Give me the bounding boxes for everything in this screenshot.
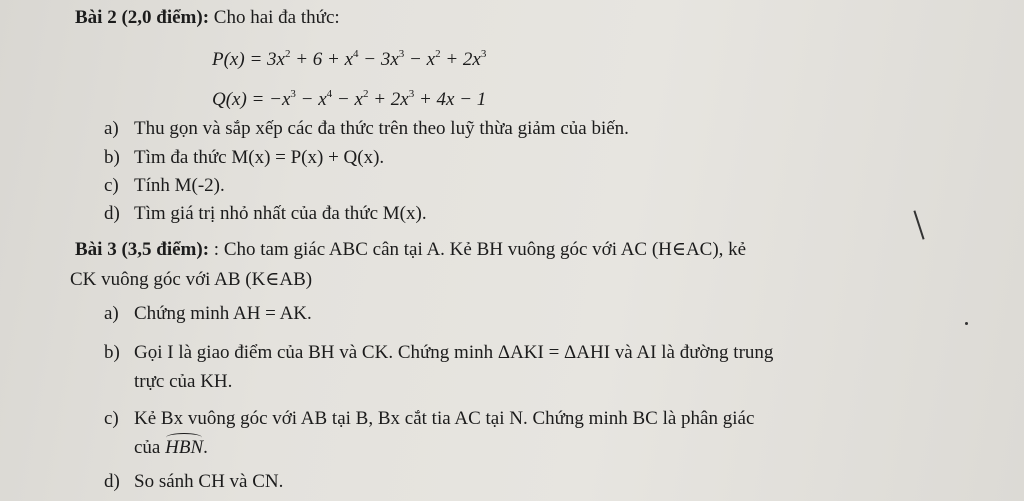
bai3-item-b bbox=[104, 341, 773, 365]
bai3-item-a-text: Chứng minh AH = AK. bbox=[134, 303, 312, 324]
bai2-item-a-text: Thu gọn và sắp xếp các đa thức trên theo luỹ thừa giảm của biến. bbox=[134, 118, 629, 139]
bai3-item-c-line2 bbox=[134, 436, 208, 460]
bai3-item-b-label: b) bbox=[104, 342, 120, 363]
polynomial-q-name: Q(x) = bbox=[212, 89, 270, 110]
bai3-item-d-label: d) bbox=[104, 471, 120, 492]
bai2-item-d-text: Tìm giá trị nhỏ nhất của đa thức M(x). bbox=[134, 203, 427, 224]
bai3-heading: Bài 3 (3,5 điểm): bbox=[75, 239, 210, 260]
bai2-item-c-label: c) bbox=[104, 175, 119, 196]
bai3-item-c-suffix: . bbox=[203, 437, 208, 458]
bai3-item-b-text-line2: trực của KH. bbox=[134, 371, 233, 392]
polynomial-q: $Q(x) = -x^3 - x^4 - x^2 + 2x^3 + 4x - 1$ bbox=[212, 88, 487, 110]
bai2-item-b bbox=[104, 146, 384, 170]
bai2-header-line bbox=[75, 6, 340, 30]
bai2-item-c-text: Tính M(-2). bbox=[134, 175, 225, 196]
bai2-heading: Bài 2 (2,0 điểm): bbox=[75, 7, 210, 28]
bai3-item-c-prefix: của bbox=[134, 437, 166, 458]
bai2-intro: Cho hai đa thức: bbox=[209, 7, 340, 28]
polynomial-p-name: P(x) = bbox=[212, 49, 268, 70]
bai3-item-c-label: c) bbox=[104, 408, 119, 429]
bai2-item-b-text: Tìm đa thức M(x) = P(x) + Q(x). bbox=[134, 147, 385, 168]
bai3-item-d bbox=[104, 470, 283, 494]
bai2-item-a bbox=[104, 117, 629, 141]
bai3-item-d-text: So sánh CH và CN. bbox=[134, 471, 284, 492]
bai2-item-d-label: d) bbox=[104, 203, 120, 224]
bai2-item-b-label: b) bbox=[104, 147, 120, 168]
bai3-header-line bbox=[75, 238, 746, 262]
bai3-intro-line2: CK vuông góc với AB (K∈AB) bbox=[70, 269, 313, 290]
bai3-item-c-text-line1: Kẻ Bx vuông góc với AB tại B, Bx cắt tia AC tại N. Chứng minh BC là phân giác bbox=[134, 408, 755, 429]
pen-dot bbox=[965, 322, 968, 325]
bai2-item-c bbox=[104, 174, 225, 198]
angle-hbn: HBN bbox=[165, 437, 204, 458]
polynomial-p: $P(x) = 3x^2 + 6 + x^4 - 3x^3 - x^2 + 2x^3$ bbox=[212, 48, 487, 70]
bai3-item-c bbox=[104, 407, 754, 431]
bai3-item-b-text-line1: Gọi I là giao điểm của BH và CK. Chứng minh ΔAKI = ΔAHI và AI là đường trung bbox=[134, 342, 774, 363]
bai2-item-a-label: a) bbox=[104, 118, 119, 139]
bai3-item-a-label: a) bbox=[104, 303, 119, 324]
bai3-item-a bbox=[104, 302, 312, 326]
pen-mark bbox=[913, 210, 924, 239]
bai3-intro-line1: : Cho tam giác ABC cân tại A. Kẻ BH vuông góc với AC (H∈AC), kẻ bbox=[209, 239, 747, 260]
bai2-item-d bbox=[104, 202, 427, 226]
